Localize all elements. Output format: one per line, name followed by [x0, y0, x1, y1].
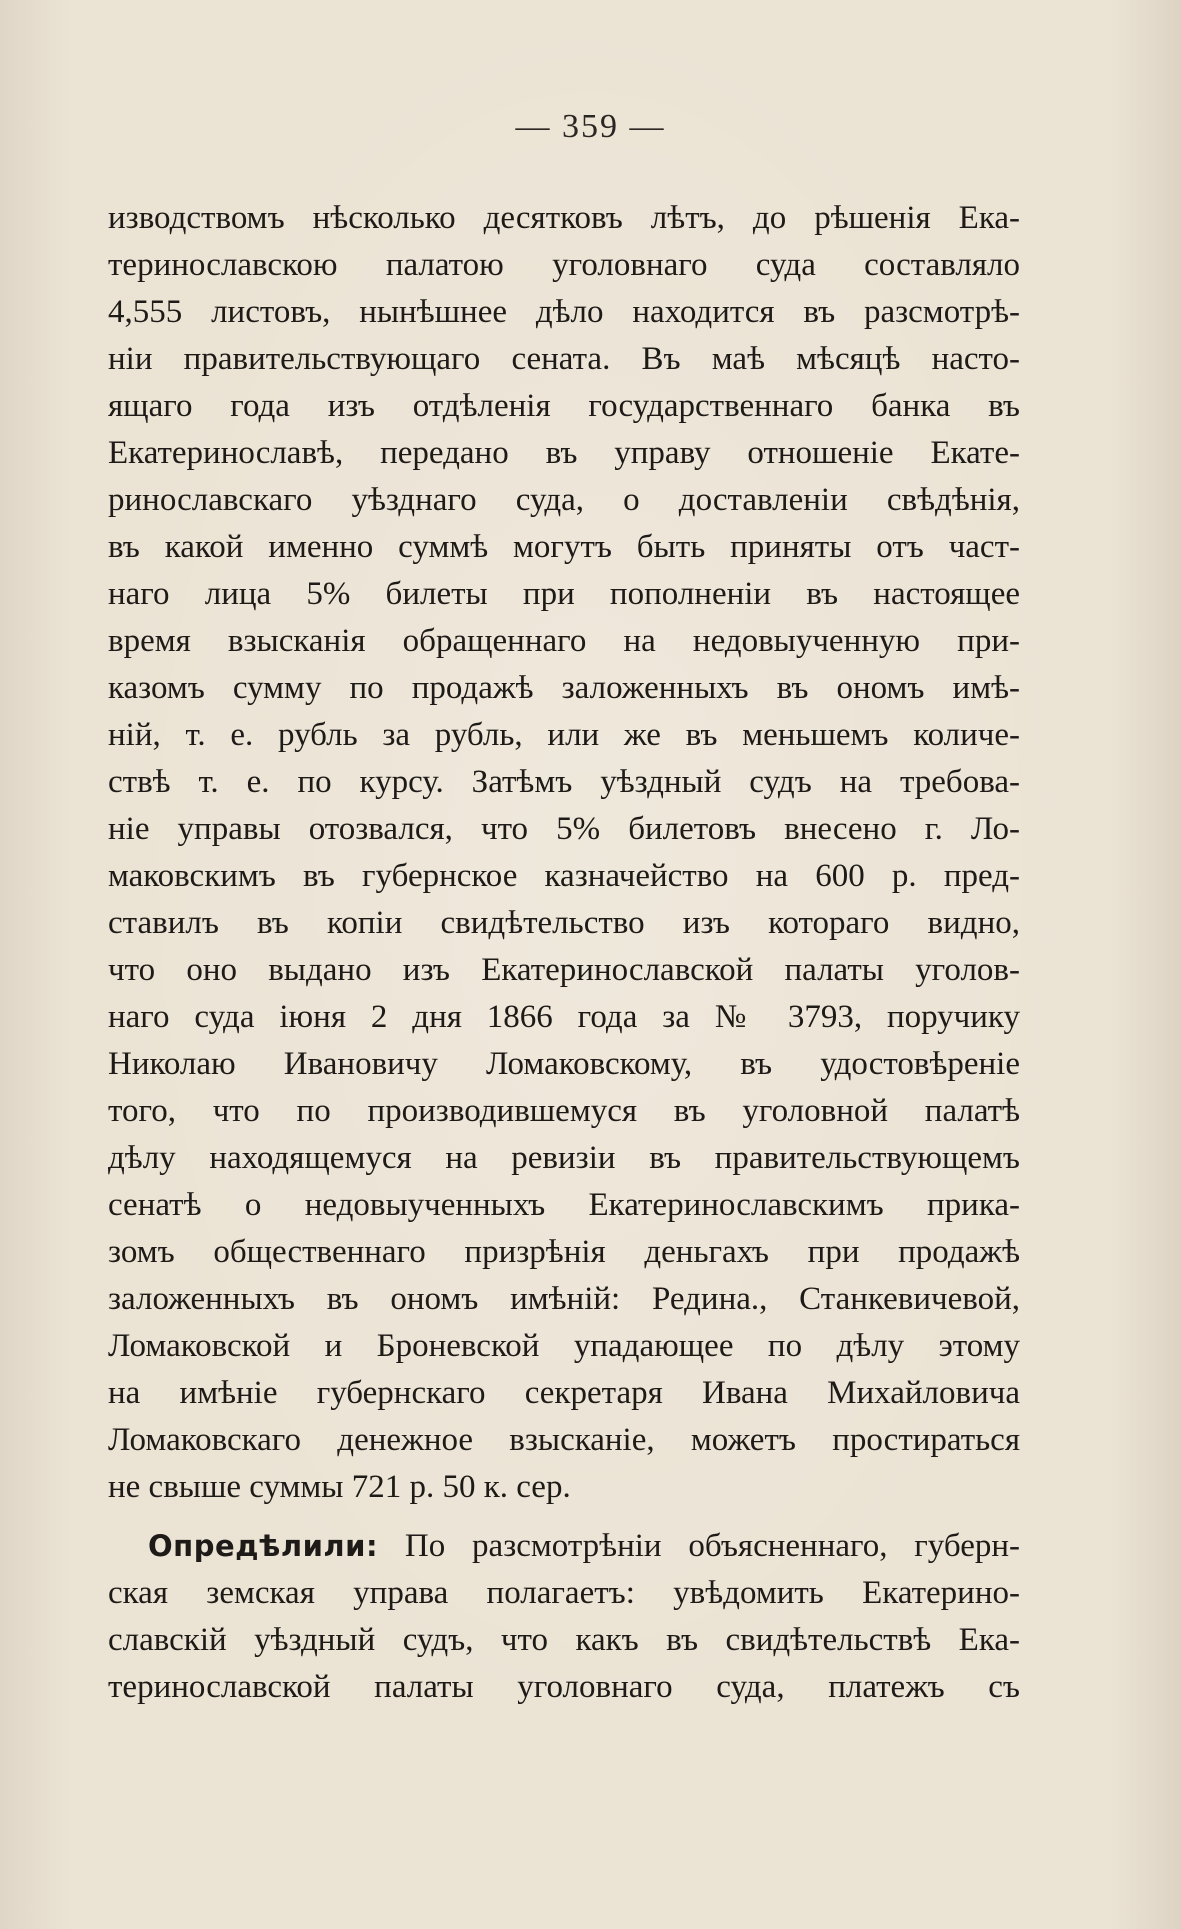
resolution-label: Опредѣлили: [148, 1529, 379, 1563]
text-line: дѣлу находящемуся на ревизіи въ правительствующемъ [108, 1140, 1020, 1176]
paragraph-1 [108, 195, 1020, 1511]
text-line: Екатеринославѣ, передано въ управу отношеніе Екате- [108, 435, 1020, 471]
text-line: изводствомъ нѣсколько десятковъ лѣтъ, до рѣшенія Ека- [108, 200, 1020, 236]
text-line: Ломаковскаго денежное взысканіе, можетъ простираться [108, 1422, 1020, 1458]
text-line: сенатѣ о недовыученныхъ Екатеринославскимъ прика- [108, 1187, 1020, 1223]
text-line: зомъ общественнаго призрѣнія деньгахъ при продажѣ [108, 1234, 1020, 1270]
paragraph-2 [108, 1523, 1020, 1711]
text-line: ринославскаго уѣзднаго суда, о доставленіи свѣдѣнія, [108, 482, 1020, 518]
body-text [108, 195, 1020, 1711]
page-number: — 359 — [515, 108, 666, 145]
text-line: что оно выдано изъ Екатеринославской палаты уголов- [108, 952, 1020, 988]
text-line: теринославской палаты уголовнаго суда, платежъ съ [108, 1669, 1020, 1705]
resolution-first-line-text: По разсмотрѣніи объясненнаго, губерн- [404, 1528, 1020, 1564]
text-line: на имѣніе губернскаго секретаря Ивана Михайловича [108, 1375, 1020, 1411]
text-line: заложенныхъ въ ономъ имѣній: Редина., Станкевичевой, [108, 1281, 1020, 1317]
text-line: время взысканія обращеннаго на недовыученную при- [108, 623, 1020, 659]
text-line: 4,555 листовъ, нынѣшнее дѣло находится въ разсмотрѣ- [108, 294, 1020, 330]
text-line: теринославскою палатою уголовнаго суда составляло [108, 247, 1020, 283]
text-line: ніи правительствующаго сената. Въ маѣ мѣсяцѣ насто- [108, 341, 1020, 377]
text-line: наго суда іюня 2 дня 1866 года за № 3793, поручику [108, 999, 1020, 1035]
text-line: ящаго года изъ отдѣленія государственнаго банка въ [108, 388, 1020, 424]
paragraph-gap [108, 1511, 1020, 1523]
text-line: не свыше суммы 721 р. 50 к. сер. [108, 1469, 571, 1505]
text-line: маковскимъ въ губернское казначейство на 600 р. пред- [108, 858, 1020, 894]
text-line: ставилъ въ копіи свидѣтельство изъ котораго видно, [108, 905, 1020, 941]
text-line: наго лица 5% билеты при пополненіи въ настоящее [108, 576, 1020, 612]
text-line: ніе управы отозвался, что 5% билетовъ внесено г. Ло- [108, 811, 1020, 847]
text-line: въ какой именно суммѣ могутъ быть приняты отъ част- [108, 529, 1020, 565]
text-line: ствѣ т. е. по курсу. Затѣмъ уѣздный судъ на требова- [108, 764, 1020, 800]
text-line: Ломаковской и Броневской упадающее по дѣлу этому [108, 1328, 1020, 1364]
text-line: ская земская управа полагаетъ: увѣдомить Екатерино- [108, 1575, 1020, 1611]
resolution-first-line [108, 1523, 1020, 1570]
text-line: казомъ сумму по продажѣ заложенныхъ въ ономъ имѣ- [108, 670, 1020, 706]
text-line: того, что по производившемуся въ уголовной палатѣ [108, 1093, 1020, 1129]
text-line: ній, т. е. рубль за рубль, или же въ меньшемъ количе- [108, 717, 1020, 753]
text-line: славскій уѣздный судъ, что какъ въ свидѣтельствѣ Ека- [108, 1622, 1020, 1658]
text-line: Николаю Ивановичу Ломаковскому, въ удостовѣреніе [108, 1046, 1020, 1082]
